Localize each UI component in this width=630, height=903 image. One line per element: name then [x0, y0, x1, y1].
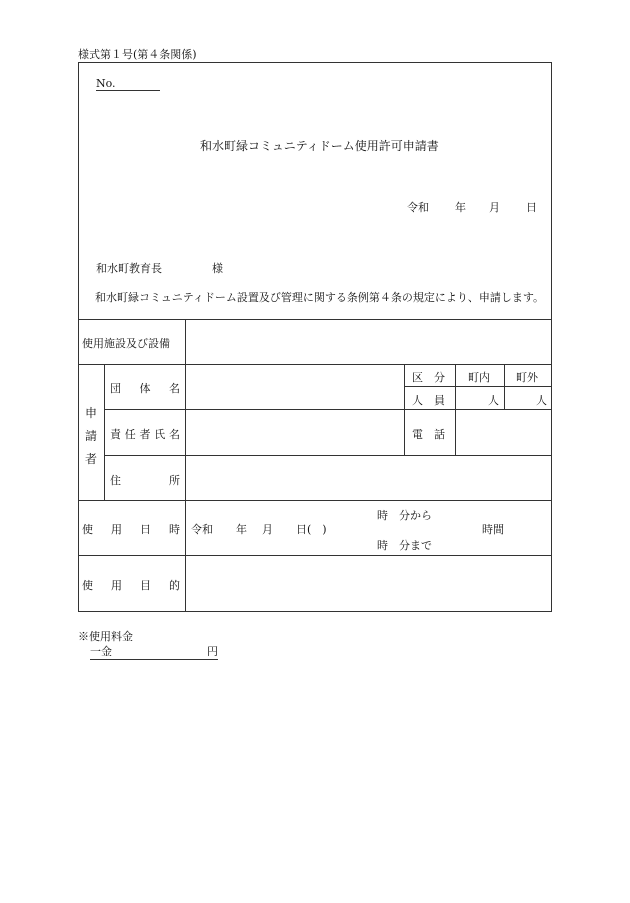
document-title: 和水町緑コミュニティドーム使用許可申請書	[200, 139, 439, 153]
col-divider	[504, 364, 505, 409]
use-date-day: 日( )	[296, 523, 327, 536]
date-year: 年	[455, 201, 466, 214]
representative-input[interactable]	[187, 411, 403, 454]
col-divider	[404, 364, 405, 455]
date-era: 令和	[407, 201, 429, 214]
group-name-input[interactable]	[187, 366, 403, 408]
number-label: No.	[96, 77, 116, 90]
form-number: 様式第１号(第４条関係)	[78, 48, 197, 61]
addressee-name: 和水町教育長	[96, 262, 162, 275]
phone-input[interactable]	[457, 411, 550, 454]
fee-amount-field[interactable]	[90, 643, 218, 660]
out-town-label: 町外	[516, 371, 538, 384]
row-divider	[78, 364, 552, 365]
row-divider	[78, 319, 552, 320]
use-time-from: 時 分から	[377, 509, 432, 522]
representative-label: 責任者氏名	[110, 428, 180, 441]
row-divider	[404, 386, 552, 387]
use-date-month: 月	[262, 523, 273, 536]
use-date-label: 使 用 日 時	[82, 523, 180, 536]
in-town-person-unit: 人	[488, 394, 499, 407]
row-divider	[78, 500, 552, 501]
address-input[interactable]	[187, 457, 550, 499]
use-date-era: 令和	[191, 523, 213, 536]
body-text: 和水町緑コミュニティドーム設置及び管理に関する条例第４条の規定により、申請します。	[95, 291, 545, 304]
address-label: 住 所	[110, 474, 180, 487]
fee-unit: 円	[207, 645, 218, 658]
col-divider	[455, 364, 456, 455]
facility-input[interactable]	[187, 321, 550, 363]
use-time-to: 時 分まで	[377, 539, 432, 552]
group-name-label: 団 体 名	[110, 382, 180, 395]
applicant-label: 申請者	[85, 406, 98, 466]
row-divider	[104, 409, 552, 410]
members-label: 人 員	[412, 394, 445, 407]
fee-prefix: 一金	[90, 645, 112, 658]
use-hours: 時間	[482, 523, 504, 536]
number-field[interactable]	[96, 77, 160, 91]
in-town-label: 町内	[468, 371, 490, 384]
date-month: 月	[489, 201, 500, 214]
facility-label: 使用施設及び設備	[82, 337, 170, 350]
purpose-label: 使 用 目 的	[82, 579, 180, 592]
fee-label: ※使用料金	[78, 630, 133, 643]
addressee-honorific: 様	[212, 262, 223, 275]
row-divider	[104, 455, 552, 456]
out-town-person-unit: 人	[536, 394, 547, 407]
phone-label: 電 話	[412, 428, 445, 441]
col-divider	[104, 364, 105, 500]
col-divider	[185, 319, 186, 612]
row-divider	[78, 555, 552, 556]
purpose-input[interactable]	[187, 557, 550, 610]
date-day: 日	[526, 201, 537, 214]
category-label: 区 分	[412, 371, 445, 384]
use-date-year: 年	[236, 523, 247, 536]
